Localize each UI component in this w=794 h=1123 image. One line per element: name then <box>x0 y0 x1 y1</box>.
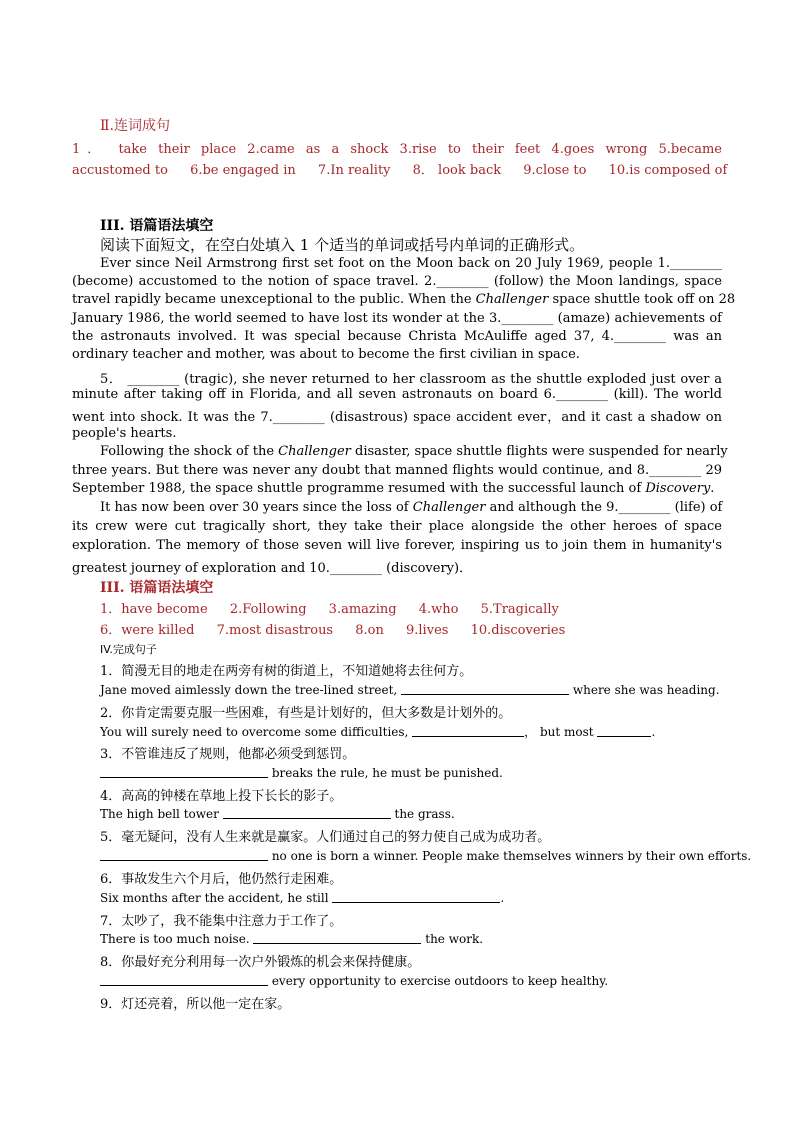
answer: accustomed to <box>72 163 168 178</box>
passage-line: minute after taking off in Florida, and all seven astronauts on board 6.________ (kill). The world <box>72 387 722 402</box>
answer: 1．have become <box>100 602 208 617</box>
answer-blank[interactable] <box>332 890 500 903</box>
answer: 8． look back <box>412 163 502 178</box>
answer-blank[interactable] <box>100 973 268 986</box>
question-cn: 1．简漫无目的地走在两旁有树的街道上，不知道她将去往何方。 <box>100 664 473 679</box>
answer-blank[interactable] <box>597 724 651 737</box>
answer: 5.Tragically <box>480 602 559 617</box>
answer: 5.became <box>658 142 722 157</box>
question-cn: 7．太吵了，我不能集中注意力于工作了。 <box>100 914 343 929</box>
answer: 4.who <box>418 602 459 617</box>
answer: 3.amazing <box>328 602 397 617</box>
answer: 9.lives <box>406 623 449 638</box>
passage-line: its crew were cut tragically short, they take their place alongside the other heroes of space <box>72 519 722 534</box>
section-2-heading: Ⅱ.连词成句 <box>100 118 170 134</box>
passage-line: Following the shock of the Challenger disaster, space shuttle flights were suspended for nearly <box>100 444 728 459</box>
question-en: Six months after the accident, he still . <box>100 891 505 905</box>
passage-line: people's hearts. <box>72 426 177 441</box>
answer: 4.goes wrong <box>551 142 648 157</box>
passage-line: (become) accustomed to the notion of space travel. 2.________ (follow) the Moon landings, space <box>72 274 722 289</box>
answer: 6．were killed <box>100 623 195 638</box>
question-en: breaks the rule, he must be punished. <box>100 765 503 780</box>
question-en: Jane moved aimlessly down the tree-lined street, where she was heading. <box>100 683 720 697</box>
answer: 7.most disastrous <box>216 623 334 638</box>
question-cn: 2．你肯定需要克服一些困难，有些是计划好的，但大多数是计划外的。 <box>100 706 512 721</box>
passage-line: exploration. The memory of those seven will live forever, inspiring us to join them in humanity's <box>72 538 722 553</box>
answer-blank[interactable] <box>401 682 569 695</box>
answer: 1． take their place <box>72 142 237 157</box>
passage-line: Ever since Neil Armstrong first set foot on the Moon back on 20 July 1969, people 1.________ <box>100 256 722 271</box>
answer: 3.rise to their feet <box>399 142 541 157</box>
answers-3-heading: III. 语篇语法填空 <box>100 580 214 596</box>
passage-line: three years. But there was never any doubt that manned flights would continue, and 8.________ 29 <box>72 463 722 478</box>
passage-line: It has now been over 30 years since the loss of Challenger and although the 9.________ (life) of <box>100 500 723 515</box>
question-cn: 3．不管谁违反了规则，他都必须受到惩罚。 <box>100 747 356 762</box>
question-en: no one is born a winner. People make themselves winners by their own efforts. <box>100 848 751 863</box>
question-en: The high bell tower the grass. <box>100 807 455 821</box>
answer-blank[interactable] <box>100 765 268 778</box>
passage-line: 5． ________ (tragic), she never returned to her classroom as the shuttle exploded just over a <box>100 372 722 387</box>
answer: 6.be engaged in <box>190 163 296 178</box>
question-cn: 4．高高的钟楼在草地上投下长长的影子。 <box>100 789 343 804</box>
answers-3-row-1 <box>100 598 577 617</box>
question-cn: 5．毫无疑问，没有人生来就是赢家。人们通过自己的努力使自己成为成功者。 <box>100 830 551 845</box>
answer: 10.is composed of <box>608 163 728 178</box>
answer: 2.came as a shock <box>247 142 389 157</box>
passage-line: September 1988, the space shuttle programme resumed with the successful launch of Discovery. <box>72 481 715 496</box>
answer: 10.discoveries <box>470 623 566 638</box>
question-en: You will surely need to overcome some difficulties, ， but most . <box>100 725 656 739</box>
answer-blank[interactable] <box>100 848 268 861</box>
question-en: There is too much noise. the work. <box>100 932 484 946</box>
passage-line: the astronauts involved. It was special because Christa McAuliffe aged 37, 4.________ was an <box>72 329 722 344</box>
passage-line: January 1986, the world seemed to have lost its wonder at the 3.________ (amaze) achievements of <box>72 311 722 326</box>
section-3-instruction: 阅读下面短文，在空白处填入 1 个适当的单词或括号内单词的正确形式。 <box>100 236 585 254</box>
answer: 9.close to <box>523 163 587 178</box>
answer-blank[interactable] <box>412 724 524 737</box>
passage-line: greatest journey of exploration and 10.________ (discovery)． <box>72 561 473 576</box>
answer-blank[interactable] <box>253 931 421 944</box>
section-2-answer-row-1 <box>72 138 722 157</box>
answer: 2.Following <box>229 602 307 617</box>
passage-line: ordinary teacher and mother, was about to become the first civilian in space. <box>72 347 580 362</box>
answer: 7.In reality <box>317 163 391 178</box>
passage-line: went into shock. It was the 7.________ (disastrous) space accident ever，and it cast a shadow on <box>72 410 722 425</box>
section-4-heading: IV.完成句子 <box>100 643 157 656</box>
section-2-answer-row-2 <box>72 159 745 178</box>
answers-3-row-2 <box>100 619 583 638</box>
answer-blank[interactable] <box>223 806 391 819</box>
question-cn: 6．事故发生六个月后，他仍然行走困难。 <box>100 872 343 887</box>
section-3-heading: III. 语篇语法填空 <box>100 218 214 234</box>
question-en: every opportunity to exercise outdoors to keep healthy. <box>100 973 608 988</box>
question-cn: 8．你最好充分利用每一次户外锻炼的机会来保持健康。 <box>100 955 421 970</box>
passage-line: travel rapidly became unexceptional to the public. When the Challenger space shuttle took off on 28 <box>72 292 736 307</box>
question-cn: 9．灯还亮着，所以他一定在家。 <box>100 997 291 1012</box>
answer: 8.on <box>355 623 384 638</box>
